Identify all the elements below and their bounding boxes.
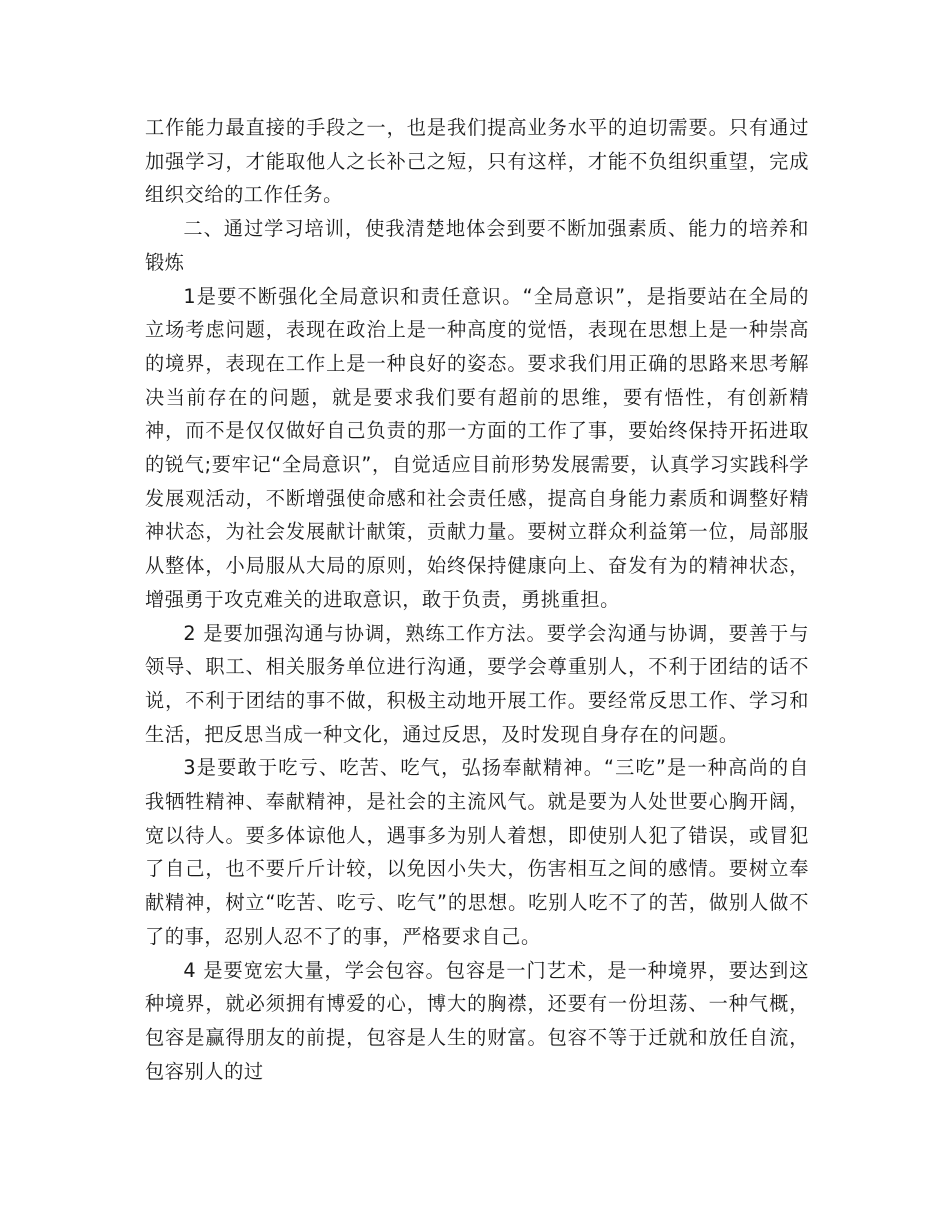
paragraph-3: 1是要不断强化全局意识和责任意识。“全局意识”，是指要站在全局的立场考虑问题，表现在政治上是一种高度的觉悟，表现在思想上是一种崇高的境界，表现在工作上是一种良好的姿态。要求我们用正确的思路来思考解决当前存在的问题，就是要求我们要有超前的思维，要有悟性，有创新精神，而不是仅仅做好自己负责的那一方面的工作了事，要始终保持开拓进取的锐气;要牢记“全局意识”，自觉适应目前形势发展需要，认真学习实践科学发展观活动，不断增强使命感和社会责任感，提高自身能力素质和调整好精神状态，为社会发展献计献策，贡献力量。要树立群众利益第一位，局部服从整体，小局服从大局的原则，始终保持健康向上、奋发有为的精神状态，增强勇于攻克难关的进取意识，敢于负责，勇挑重担。 (145, 284, 809, 611)
document-body (145, 111, 809, 1088)
paragraph-5: 3是要敢于吃亏、吃苦、吃气，弘扬奉献精神。“三吃”是一种高尚的自我牺牲精神、奉献精神，是社会的主流风气。就是要为人处世要心胸开阔，宽以待人。要多体谅他人，遇事多为别人着想，即使别人犯了错误，或冒犯了自己，也不要斤斤计较，以免因小失大，伤害相互之间的感情。要树立奉献精神，树立“吃苦、吃亏、吃气”的思想。吃别人吃不了的苦，做别人做不了的事，忍别人忍不了的事，严格要求自己。 (145, 756, 809, 948)
paragraph-1: 工作能力最直接的手段之一，也是我们提高业务水平的迫切需要。只有通过加强学习，才能取他人之长补己之短，只有这样，才能不负组织重望，完成组织交给的工作任务。 (145, 116, 809, 207)
paragraph-4: 2 是要加强沟通与协调，熟练工作方法。要学会沟通与协调，要善于与领导、职工、相关服务单位进行沟通，要学会尊重别人，不利于团结的话不说，不利于团结的事不做，积极主动地开展工作。要经常反思工作、学习和生活，把反思当成一种文化，通过反思，及时发现自身存在的问题。 (145, 621, 809, 746)
paragraph-6: 4 是要宽宏大量，学会包容。包容是一门艺术，是一种境界，要达到这种境界，就必须拥有博爱的心，博大的胸襟，还要有一份坦荡、一种气概，包容是赢得朋友的前提，包容是人生的财富。包容不等于迁就和放任自流，包容别人的过 (145, 958, 809, 1083)
paragraph-2: 二、通过学习培训，使我清楚地体会到要不断加强素质、能力的培养和锻炼 (145, 217, 809, 274)
